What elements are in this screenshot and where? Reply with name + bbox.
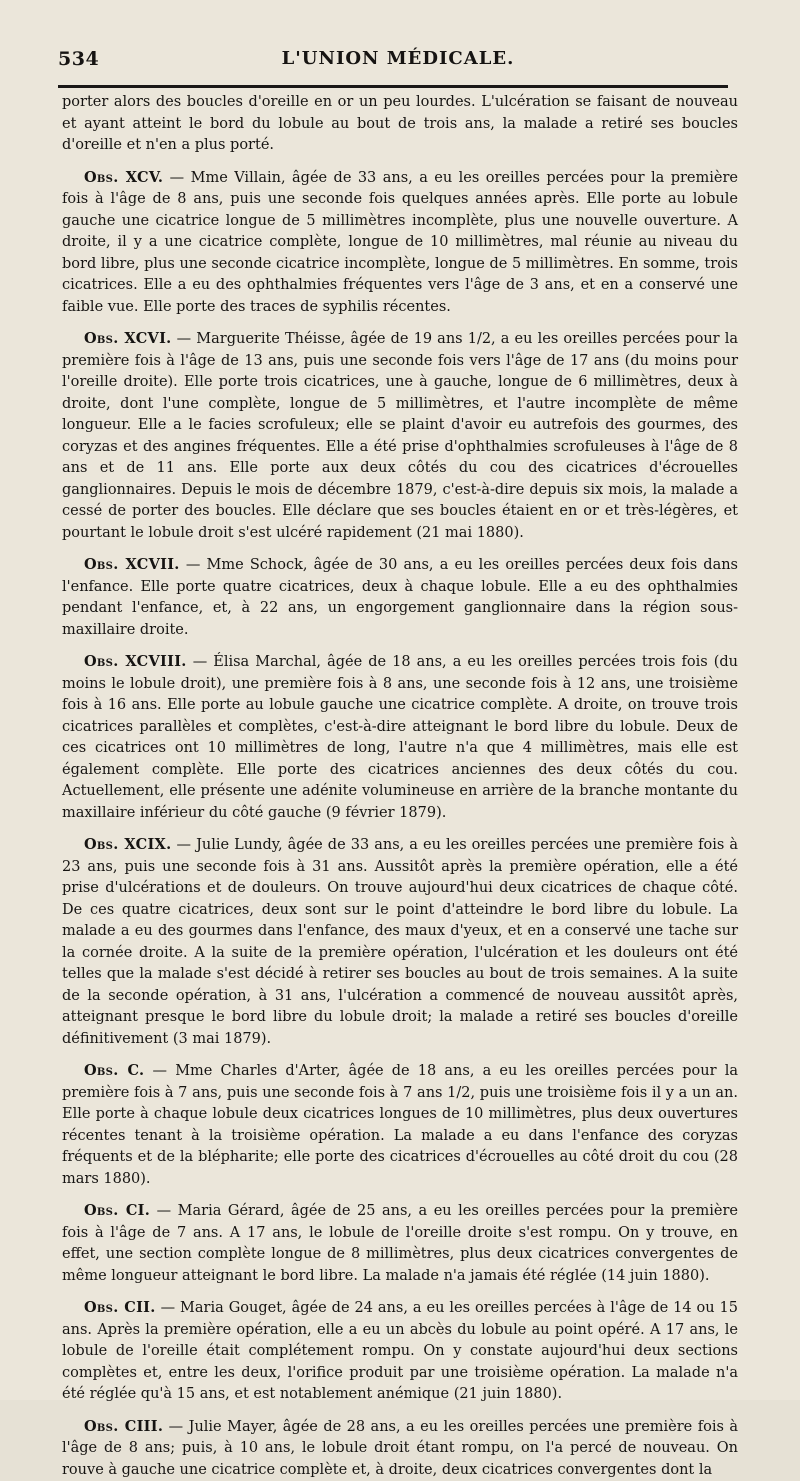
observation-label: Obs. XCVI. [84, 330, 172, 347]
page-number: 534 [58, 48, 99, 70]
observation-text: — Mme Schock, âgée de 30 ans, a eu les oreilles percées deux fois dans l'enfance. Elle porte quatre cicatrices, deux à chaque lobule. Elle a eu des ophthalmies pendant l'enfance, et, à 22 ans, un engorgement ganglionnaire dans la région sous-maxillaire droite. [62, 557, 738, 638]
observation-ci [62, 1200, 738, 1287]
observation-xcix [62, 834, 738, 1050]
observation-text: — Mme Charles d'Arter, âgée de 18 ans, a eu les oreilles percées pour la première fois à 7 ans, puis une seconde fois à 7 ans 1/2, puis une troisième fois il y a un an. Elle porte à chaque lobule deux cicatrices longues de 10 millimètres, plus deux ouvertures récentes tenant à la troisième opération. La malade a eu dans l'enfance des coryzas fréquents et de la blépharite; elle porte des cicatrices d'écrouelles au côté droit du cou (28 mars 1880). [62, 1063, 738, 1187]
observation-xcvii [62, 554, 738, 641]
observation-text: — Marguerite Théisse, âgée de 19 ans 1/2, a eu les oreilles percées pour la première fois à l'âge de 13 ans, puis une seconde fois vers l'âge de 17 ans (du moins pour l'oreille droite). Elle porte trois cicatrices, une à gauche, longue de 6 millimètres, deux à droite, dont l'une complète, longue de 5 millimètres, et l'autre incomplète de même longueur. Elle a le facies scrofuleux; elle se plaint d'avoir eu autrefois des gourmes, des coryzas et des angines fréquentes. Elle a été prise d'ophthalmies scrofuleuses à l'âge de 8 ans et de 11 ans. Elle porte aux deux côtés du cou des cicatrices d'écrouelles ganglionnaires. Depuis le mois de décembre 1879, c'est-à-dire depuis six mois, la malade a cessé de porter des boucles. Elle déclare que ses boucles étaient en or et très-légères, et pourtant le lobule droit s'est ulcéré rapidement (21 mai 1880). [62, 331, 738, 541]
observation-text: — Maria Gouget, âgée de 24 ans, a eu les oreilles percées à l'âge de 14 ou 15 ans. Après la première opération, elle a eu un abcès du lobule au point opéré. A 17 ans, le lobule de l'oreille était complétement rompu. On y constate aujourd'hui deux sections complètes et, entre les deux, l'orifice produit par une troisième opération. La malade n'a été réglée qu'à 15 ans, et est notablement anémique (21 juin 1880). [62, 1300, 738, 1402]
running-title: L'UNION MÉDICALE. [58, 48, 738, 69]
observation-c [62, 1060, 738, 1190]
intro-paragraph: porter alors des boucles d'oreille en or un peu lourdes. L'ulcération se faisant de nouveau et ayant atteint le bord du lobule au bout de trois ans, la malade a retiré ses boucles d'oreille et n'en a plus porté. [62, 92, 738, 157]
observation-label: Obs. XCVIII. [84, 653, 187, 670]
observation-text: — Maria Gérard, âgée de 25 ans, a eu les oreilles percées pour la première fois à l'âge de 7 ans. A 17 ans, le lobule de l'oreille droite s'est rompu. On y trouve, en effet, une section complète longue de 8 millimètres, plus deux cicatrices convergentes de même longueur atteignant le bord libre. La malade n'a jamais été réglée (14 juin 1880). [62, 1203, 738, 1284]
body-text [62, 92, 738, 1481]
observation-label: Obs. CIII. [84, 1418, 163, 1435]
observation-cii [62, 1297, 738, 1406]
observation-label: Obs. C. [84, 1062, 144, 1079]
observation-label: Obs. XCIX. [84, 836, 171, 853]
observation-label: Obs. CII. [84, 1299, 156, 1316]
header-rule [58, 85, 728, 88]
observation-xcviii [62, 651, 738, 824]
observation-xcv [62, 167, 738, 319]
observation-label: Obs. XCV. [84, 169, 163, 186]
observation-text: — Julie Mayer, âgée de 28 ans, a eu les oreilles percées une première fois à l'âge de 8 ans; puis, à 10 ans, le lobule droit étant rompu, on l'a percé de nouveau. On rouve à gauche une cicatrice complète et, à droite, deux cicatrices convergentes dont la [62, 1419, 738, 1478]
observation-label: Obs. XCVII. [84, 556, 180, 573]
observation-text: — Élisa Marchal, âgée de 18 ans, a eu les oreilles percées trois fois (du moins le lobule droit), une première fois à 8 ans, une seconde fois à 12 ans, une troisième fois à 16 ans. Elle porte au lobule gauche une cicatrice complète. A droite, on trouve trois cicatrices parallèles et complètes, c'est-à-dire atteignant le bord libre du lobule. Deux de ces cicatrices ont 10 millimètres de long, l'autre n'a que 4 millimètres, mais elle est également complète. Elle porte des cicatrices anciennes des deux côtés du cou. Actuellement, elle présente une adénite volumineuse en arrière de la branche montante du maxillaire inférieur du côté gauche (9 février 1879). [62, 654, 738, 821]
observation-ciii [62, 1416, 738, 1481]
observation-text: — Julie Lundy, âgée de 33 ans, a eu les oreilles percées une première fois à 23 ans, puis une seconde fois à 31 ans. Aussitôt après la première opération, elle a été prise d'ulcérations et de douleurs. On trouve aujourd'hui deux cicatrices de chaque côté. De ces quatre cicatrices, deux sont sur le point d'atteindre le bord libre du lobule. La malade a eu des gourmes dans l'enfance, des maux d'yeux, et en a conservé une tache sur la cornée droite. A la suite de la première opération, l'ulcération et les douleurs ont été telles que la malade s'est décidé à retirer ses boucles au bout de trois semaines. A la suite de la seconde opération, à 31 ans, l'ulcération a commencé de nouveau aussitôt après, atteignant presque le bord libre du lobule droit; la malade a retiré ses boucles d'oreille définitivement (3 mai 1879). [62, 837, 738, 1047]
observation-xcvi [62, 328, 738, 544]
observation-text: — Mme Villain, âgée de 33 ans, a eu les oreilles percées pour la première fois à l'âge de 8 ans, puis une seconde fois quelques années après. Elle porte au lobule gauche une cicatrice longue de 5 millimètres incomplète, plus une nouvelle ouverture. A droite, il y a une cicatrice complète, longue de 10 millimètres, mal réunie au niveau du bord libre, plus une seconde cicatrice incomplète, longue de 5 millimètres. En somme, trois cicatrices. Elle a eu des ophthalmies fréquentes vers l'âge de 3 ans, et en a conservé une faible vue. Elle porte des traces de syphilis récentes. [62, 170, 738, 315]
observation-label: Obs. CI. [84, 1202, 150, 1219]
page-header [58, 48, 738, 72]
